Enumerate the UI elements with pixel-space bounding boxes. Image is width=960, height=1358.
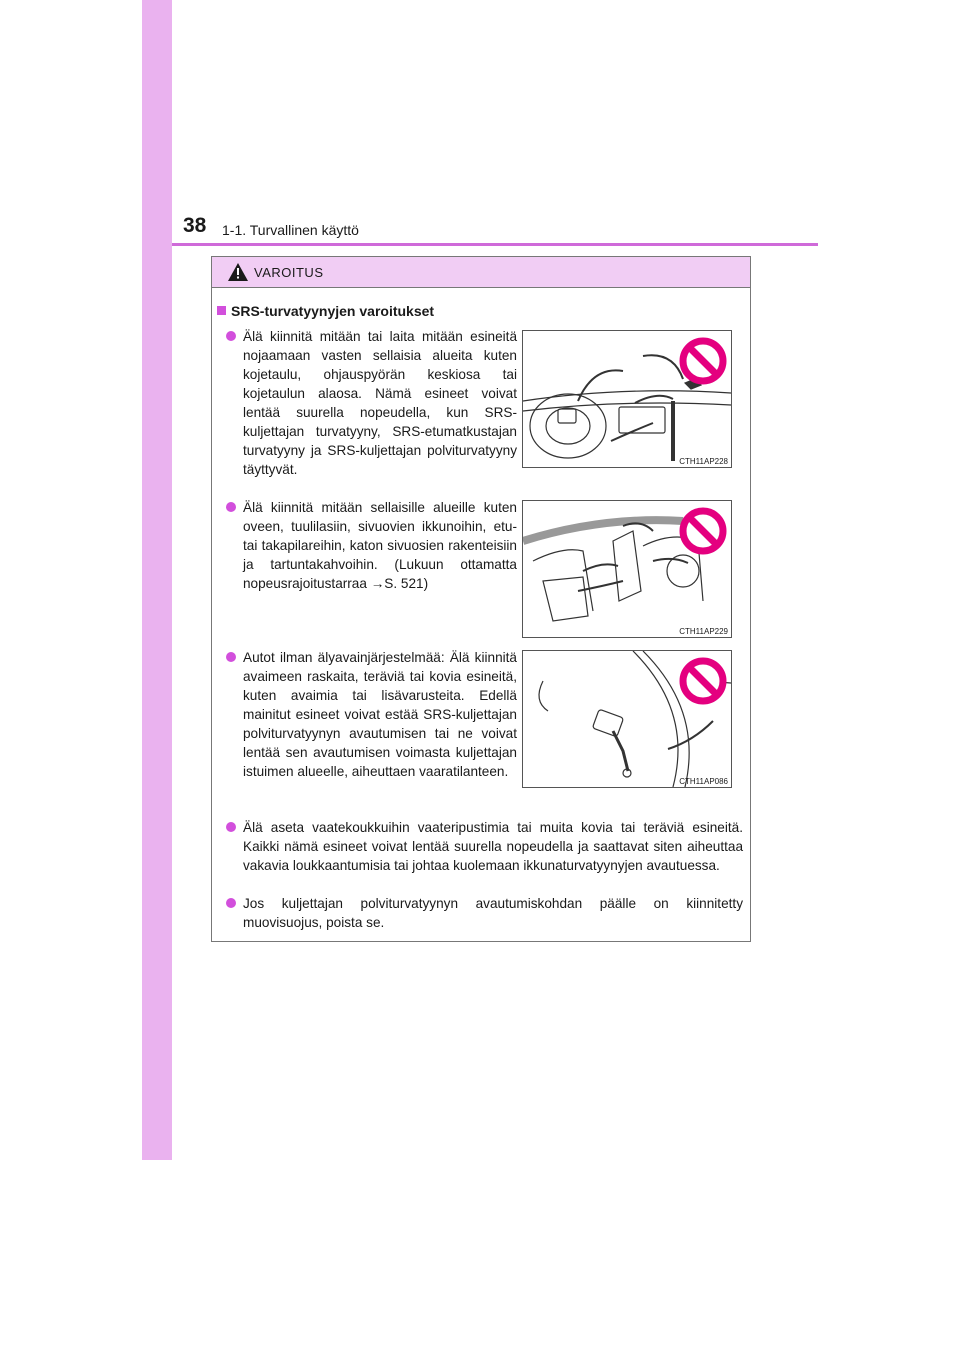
- warning-item-2: [228, 498, 517, 593]
- warning-item-4: [228, 818, 743, 875]
- figure-code: CTH11AP086: [679, 777, 728, 786]
- prohibition-icon: [679, 337, 727, 385]
- warning-item-text: Autot ilman älyavainjärjestelmää: Älä kiinnitä avaimeen raskaita, teräviä tai kovia esineitä, kuten avaimia tai lisävarusteita. Edellä mainitut esineet voivat estää SRS-kuljettajan polviturvatyynyn avautumisen tai ne voivat lentää sen avautumisen voimasta kuljettajan istuimen alueelle, aiheuttaen vaaratilanteen.: [243, 650, 517, 779]
- figure-interior: [522, 500, 732, 638]
- figure-code: CTH11AP229: [679, 627, 728, 636]
- section-heading-text: SRS-turvatyynyjen varoitukset: [231, 303, 435, 319]
- figure-code: CTH11AP228: [679, 457, 728, 466]
- header-rule: [172, 243, 818, 246]
- warning-title: VAROITUS: [254, 265, 324, 280]
- bullet-icon: [226, 502, 236, 512]
- section-title: 1-1. Turvallinen käyttö: [222, 222, 359, 238]
- page-number: 38: [183, 214, 207, 237]
- warning-item-text: Älä kiinnitä mitään sellaisille alueille kuten oveen, tuulilasiin, sivuovien ikkunoihin, etu- tai takapilareihin, katon sivuosien rakenteisiin ja tartuntakahvoihin. (Lukuun ottamatta nopeusrajoitustarraa →S. 521): [243, 500, 517, 591]
- warning-triangle-icon: [228, 263, 248, 281]
- bullet-icon: [226, 331, 236, 341]
- figure-dashboard: [522, 330, 732, 468]
- warning-item-5: [228, 894, 743, 932]
- square-bullet-icon: [217, 306, 226, 315]
- prohibition-icon: [679, 507, 727, 555]
- section-heading: [217, 303, 434, 319]
- warning-box: [211, 256, 751, 942]
- prohibition-icon: [679, 657, 727, 705]
- warning-item-text: Älä kiinnitä mitään tai laita mitään esineitä nojaamaan vasten sellaisia alueita kuten kojetaulu, ohjauspyörän keskiosa tai kojetaulun alaosa. Nämä esineet voivat lentää suurella nopeudella, kun SRS-kuljettajan turvatyyny, SRS-etumatkustajan turvatyyny ja SRS-kuljettajan polviturvatyyny täyttyvät.: [243, 329, 517, 477]
- bullet-icon: [226, 652, 236, 662]
- figure-key: [522, 650, 732, 788]
- side-color-bar: [142, 0, 172, 1160]
- warning-header: [212, 257, 750, 288]
- bullet-icon: [226, 898, 236, 908]
- warning-item-text: Älä aseta vaatekoukkuihin vaateripustimia tai muita kovia tai teräviä esineitä. Kaikki nämä esineet voivat lentää suurella nopeudella ja saattavat siten aiheuttaa vakavia loukkaantumisia tai johtaa kuolemaan ikkunaturvatyynyjen avautuessa.: [243, 820, 743, 873]
- warning-item-text: Jos kuljettajan polviturvatyynyn avautumiskohdan päälle on kiinnitetty muovisuojus, poista se.: [243, 896, 743, 930]
- warning-item-1: [228, 327, 517, 479]
- bullet-icon: [226, 822, 236, 832]
- warning-item-3: [228, 648, 517, 781]
